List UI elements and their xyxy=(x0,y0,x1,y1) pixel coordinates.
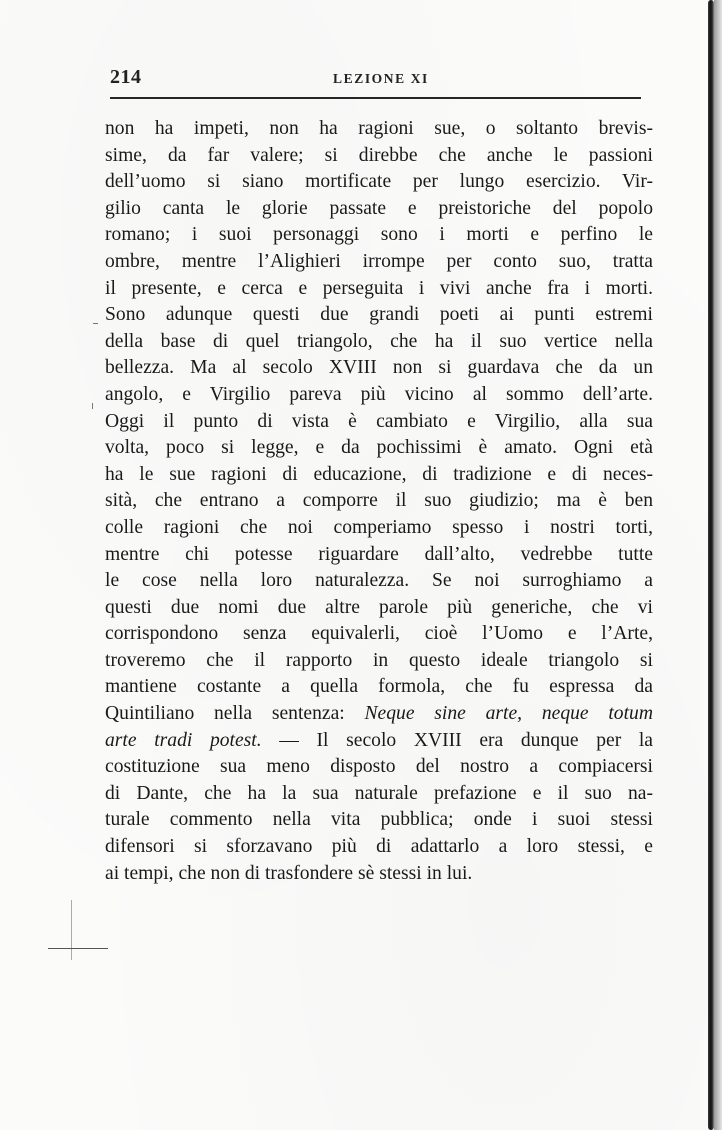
margin-mark xyxy=(48,948,108,949)
text-line-quote xyxy=(105,701,653,728)
text-line: questi due nomi due altre parole più generiche, che vi xyxy=(105,596,653,618)
text-line: gilio canta le glorie passate e preistoriche del popolo xyxy=(105,197,653,219)
text-line: Sono adunque questi due grandi poeti ai punti estremi xyxy=(105,304,653,326)
text-line: della base di quel triangolo, che ha il suo vertice nella xyxy=(105,330,653,352)
text-roman: Quintiliano nella sentenza: xyxy=(105,703,365,725)
text-line: il presente, e cerca e perseguita i vivi anche fra i morti. xyxy=(105,277,653,299)
text-line: ombre, mentre l’Alighieri irrompe per conto suo, tratta xyxy=(105,250,653,272)
page-number: 214 xyxy=(110,66,142,88)
text-line: angolo, e Virgilio pareva più vicino al sommo dell’arte. xyxy=(105,383,653,405)
running-head xyxy=(110,66,640,90)
text-line: mantiene costante a quella formola, che fu espressa da xyxy=(105,676,653,698)
text-line: bellezza. Ma al secolo XVIII non si guardava che da un xyxy=(105,357,653,379)
margin-mark xyxy=(71,900,72,960)
text-roman: — Il secolo XVIII era dunque per la xyxy=(261,729,653,751)
binding-edge xyxy=(708,0,714,1130)
text-line: colle ragioni che noi comperiamo spesso i nostri torti, xyxy=(105,516,653,538)
body-text xyxy=(105,116,653,887)
margin-mark xyxy=(92,403,93,409)
text-line: non ha impeti, non ha ragioni sue, o soltanto brevis- xyxy=(105,118,653,139)
text-line: turale commento nella vita pubblica; onde i suoi stessi xyxy=(105,809,653,831)
page-edge-shadow xyxy=(714,0,722,1130)
text-line: sità, che entrano a comporre il suo giudizio; ma è ben xyxy=(105,490,653,512)
text-line: dell’uomo si siano mortificate per lungo esercizio. Vir- xyxy=(105,171,653,193)
text-line: costituzione sua meno disposto del nostro a compiacersi xyxy=(105,756,653,778)
text-line: ha le sue ragioni di educazione, di tradizione e di neces- xyxy=(105,463,653,485)
text-line: romano; i suoi personaggi sono i morti e perfino le xyxy=(105,224,653,246)
text-line: le cose nella loro naturalezza. Se noi surroghiamo a xyxy=(105,570,653,592)
latin-quote: Neque sine arte, neque totum xyxy=(364,703,653,725)
text-line: Oggi il punto di vista è cambiato e Virgilio, alla sua xyxy=(105,410,653,432)
text-line-quote xyxy=(105,728,653,755)
text-line: corrispondono senza equivalerli, cioè l’Uomo e l’Arte, xyxy=(105,623,653,645)
text-line: difensori si sforzavano più di adattarlo a loro stessi, e xyxy=(105,836,653,858)
header-rule xyxy=(110,97,641,99)
latin-quote: arte tradi potest. xyxy=(105,729,262,751)
margin-mark xyxy=(93,323,98,324)
text-line: volta, poco si legge, e da pochissimi è amato. Ogni età xyxy=(105,437,653,459)
chapter-title: LEZIONE XI xyxy=(333,71,429,86)
text-line: sime, da far valere; si direbbe che anche le passioni xyxy=(105,144,653,166)
text-line: mentre chi potesse riguardare dall’alto, vedrebbe tutte xyxy=(105,543,653,565)
text-line-last: ai tempi, che non di trasfondere sè stessi in lui. xyxy=(105,862,473,884)
text-line: troveremo che il rapporto in questo ideale triangolo si xyxy=(105,649,653,671)
text-line: di Dante, che ha la sua naturale prefazione e il suo na- xyxy=(105,782,653,804)
